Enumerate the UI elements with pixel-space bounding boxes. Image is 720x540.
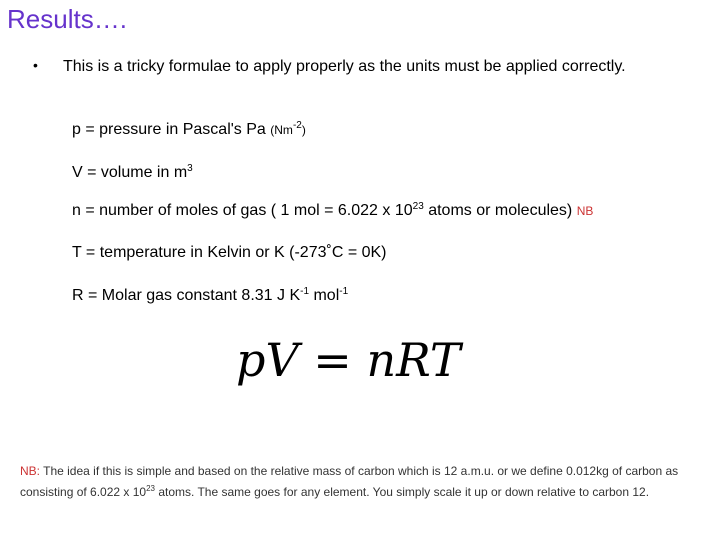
definition-volume — [72, 164, 193, 182]
definition-pressure-unit-exp: -2 — [292, 120, 302, 131]
definition-moles-text: n = number of moles of gas ( 1 mol = 6.022 x 10 — [72, 202, 413, 219]
equation-rhs: nRT — [366, 333, 461, 387]
nb-marker: NB — [576, 204, 594, 218]
definition-pressure-text: p = pressure in Pascal's Pa — [72, 121, 271, 138]
definition-moles-exp: 23 — [412, 201, 424, 212]
footnote-text-before: The idea if this is simple and based on the relative mass of carbon which is 12 a.m.u. or we define 0.012kg of carbon as consisting of 6.022 x 10 — [20, 464, 679, 499]
definition-temperature-text: T = temperature in Kelvin or K (-273˚C = 0K) — [72, 244, 387, 261]
definition-gas-constant — [72, 287, 348, 305]
definition-moles — [72, 202, 593, 220]
definition-gas-constant-text: R = Molar gas constant 8.31 J K — [72, 287, 301, 304]
definition-gas-constant-exp1: -1 — [300, 286, 310, 297]
definition-volume-exp: 3 — [187, 163, 193, 174]
slide-title: Results…. — [7, 4, 127, 34]
definition-gas-constant-exp2: -1 — [339, 286, 349, 297]
definition-pressure — [72, 121, 306, 139]
footnote-label: NB: — [20, 464, 41, 478]
equation-equals: = — [298, 333, 367, 387]
footnote-exp: 23 — [146, 484, 155, 493]
bullet-marker: • — [33, 57, 38, 73]
ideal-gas-equation — [236, 333, 461, 387]
definition-pressure-unit-open: (Nm — [270, 123, 293, 137]
footnote-text-after: atoms. The same goes for any element. You simply scale it up or down relative to carbon 12. — [155, 485, 650, 499]
definition-temperature — [72, 244, 387, 262]
definition-gas-constant-mid: mol — [309, 287, 340, 304]
definition-pressure-unit-close: ) — [301, 123, 306, 137]
definition-moles-after: atoms or molecules) — [423, 202, 577, 219]
equation-lhs: pV — [236, 333, 299, 387]
bullet-text: This is a tricky formulae to apply properly as the units must be applied correctly. — [63, 58, 626, 75]
definition-volume-text: V = volume in m — [72, 164, 188, 181]
footnote — [20, 463, 710, 501]
